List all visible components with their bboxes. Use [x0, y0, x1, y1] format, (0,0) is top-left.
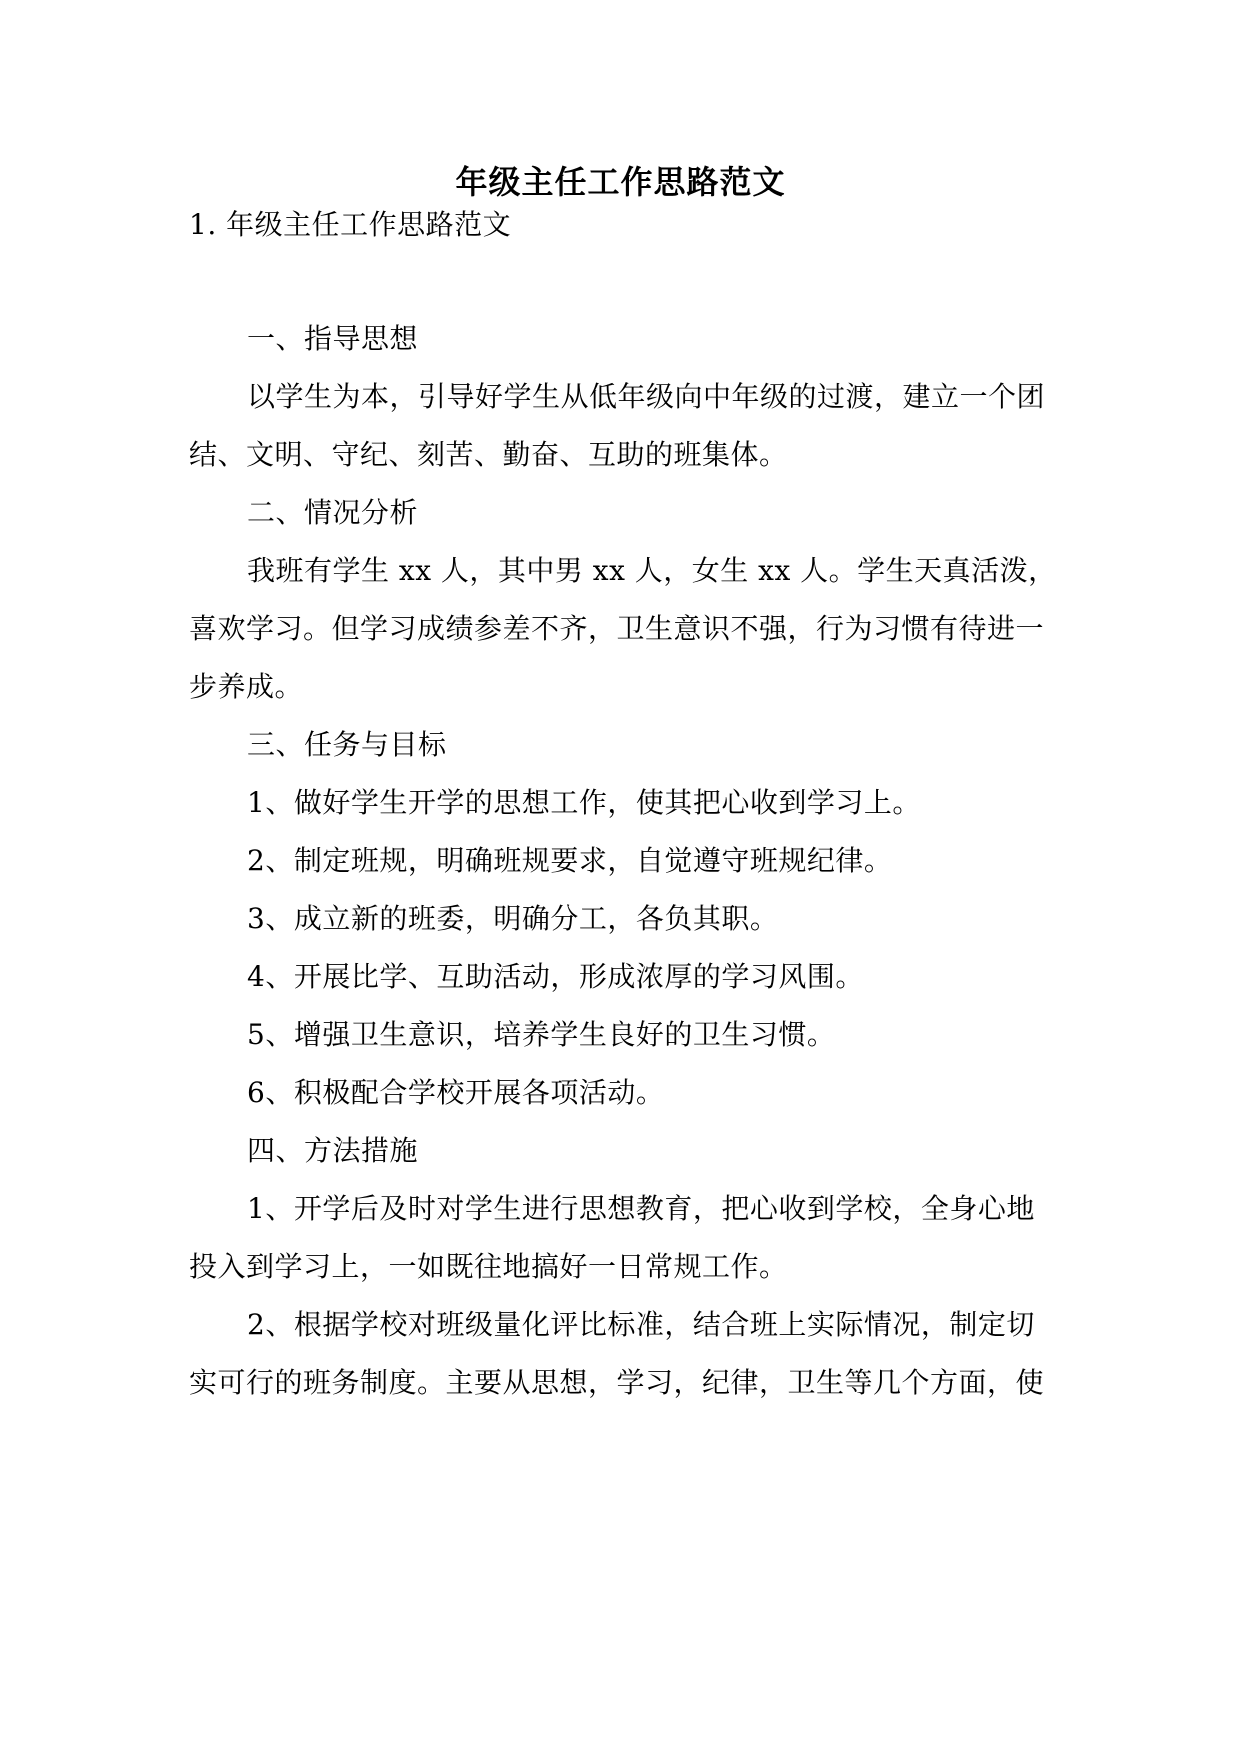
- paragraph-line: 结、文明、守纪、刻苦、勤奋、互助的班集体。: [189, 438, 788, 471]
- paragraph-line: 我班有学生 xx 人，其中男 xx 人，女生 xx 人。学生天真活泼，: [247, 554, 1057, 587]
- section-heading-situation-analysis: 二、情况分析: [247, 496, 419, 529]
- document-title: 年级主任工作思路范文: [455, 163, 786, 201]
- paragraph-line: 以学生为本，引导好学生从低年级向中年级的过渡，建立一个团: [247, 380, 1046, 413]
- list-item: 4、开展比学、互助活动，形成浓厚的学习风围。: [247, 960, 864, 993]
- list-item: 5、增强卫生意识，培养学生良好的卫生习惯。: [247, 1018, 836, 1051]
- paragraph-line: 1、开学后及时对学生进行思想教育，把心收到学校，全身心地: [247, 1192, 1035, 1225]
- list-item: 3、成立新的班委，明确分工，各负其职。: [247, 902, 779, 935]
- paragraph-line: 2、根据学校对班级量化评比标准，结合班上实际情况，制定切: [247, 1308, 1035, 1341]
- paragraph-line: 投入到学习上，一如既往地搞好一日常规工作。: [189, 1250, 788, 1283]
- section-heading-tasks-goals: 三、任务与目标: [247, 728, 447, 761]
- section-heading-guiding-ideology: 一、指导思想: [247, 322, 419, 355]
- list-item: 2、制定班规，明确班规要求，自觉遵守班规纪律。: [247, 844, 893, 877]
- paragraph-line: 步养成。: [189, 670, 304, 703]
- paragraph-line: 实可行的班务制度。主要从思想，学习，纪律，卫生等几个方面，使: [189, 1366, 1045, 1399]
- section-heading-methods-measures: 四、方法措施: [247, 1134, 419, 1167]
- list-item: 6、积极配合学校开展各项活动。: [247, 1076, 665, 1109]
- paragraph-line: 喜欢学习。但学习成绩参差不齐，卫生意识不强，行为习惯有待进一: [189, 612, 1045, 645]
- list-item: 1、做好学生开学的思想工作，使其把心收到学习上。: [247, 786, 921, 819]
- section-heading-numbered: 1. 年级主任工作思路范文: [189, 208, 512, 241]
